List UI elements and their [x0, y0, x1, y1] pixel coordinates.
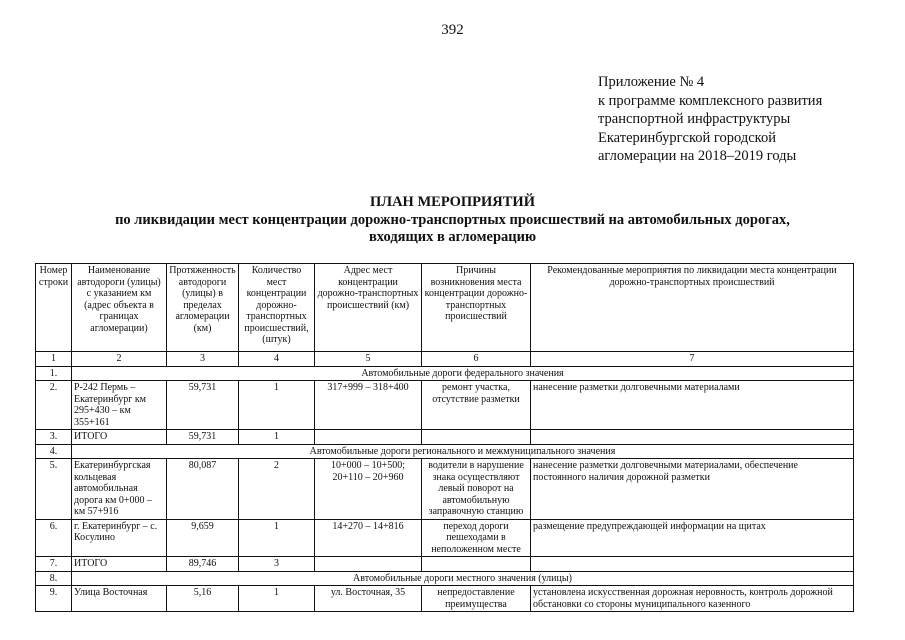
accident-address: 317+999 – 318+400	[315, 381, 422, 430]
plan-subtitle	[40, 212, 865, 246]
appendix-line: к программе комплексного развития	[598, 92, 823, 109]
page-number: 392	[441, 22, 464, 38]
row-number: 1.	[36, 366, 72, 381]
recommended-measures: размещение предупреждающей информации на щитах	[531, 519, 854, 557]
column-number: 6	[422, 352, 531, 367]
column-number: 3	[167, 352, 239, 367]
accident-count: 2	[239, 459, 315, 520]
column-number: 1	[36, 352, 72, 367]
row-number: 4.	[36, 444, 72, 459]
section-row	[36, 571, 854, 586]
accident-cause: водители в нарушение знака осуществляют левый поворот на автомобильную заправочную станцию	[422, 459, 531, 520]
header-count: Количество мест концентрации дорожно-транспортных происшествий, (штук)	[239, 264, 315, 352]
road-name: Екатеринбургская кольцевая автомобильная дорога км 0+000 – км 57+916	[72, 459, 167, 520]
table-row	[36, 381, 854, 430]
total-label: ИТОГО	[72, 430, 167, 445]
total-label: ИТОГО	[72, 557, 167, 572]
empty-cell	[531, 430, 854, 445]
column-number: 7	[531, 352, 854, 367]
table-row	[36, 586, 854, 612]
header-address: Адрес мест концентрации дорожно-транспортных происшествий (км)	[315, 264, 422, 352]
column-number-row	[36, 352, 854, 367]
accident-address: 14+270 – 14+816	[315, 519, 422, 557]
header-row-number: Номер строки	[36, 264, 72, 352]
total-length: 59,731	[167, 430, 239, 445]
accident-count: 1	[239, 586, 315, 612]
total-length: 89,746	[167, 557, 239, 572]
total-count: 1	[239, 430, 315, 445]
header-measures: Рекомендованные мероприятия по ликвидации места концентрации дорожно-транспортных происшествий	[531, 264, 854, 352]
plan-title: ПЛАН МЕРОПРИЯТИЙ	[370, 194, 535, 210]
recommended-measures: нанесение разметки долговечными материалами	[531, 381, 854, 430]
section-label: Автомобильные дороги федерального значения	[72, 366, 854, 381]
section-label: Автомобильные дороги регионального и межмуниципального значения	[72, 444, 854, 459]
accident-address: 10+000 – 10+500; 20+110 – 20+960	[315, 459, 422, 520]
table-header-row	[36, 264, 854, 352]
accident-cause: переход дороги пешеходами в неположенном месте	[422, 519, 531, 557]
accident-cause: ремонт участка, отсутствие разметки	[422, 381, 531, 430]
row-number: 3.	[36, 430, 72, 445]
section-row	[36, 444, 854, 459]
appendix-line: Екатеринбургской городской	[598, 129, 776, 146]
row-number: 6.	[36, 519, 72, 557]
road-name: Р-242 Пермь – Екатеринбург км 295+430 – км 355+161	[72, 381, 167, 430]
row-number: 2.	[36, 381, 72, 430]
table-row	[36, 519, 854, 557]
appendix-line: транспортной инфраструктуры	[598, 111, 791, 127]
empty-cell	[315, 430, 422, 445]
row-number: 5.	[36, 459, 72, 520]
empty-cell	[315, 557, 422, 572]
measures-table	[35, 263, 854, 612]
road-length: 80,087	[167, 459, 239, 520]
row-number: 7.	[36, 557, 72, 572]
column-number: 2	[72, 352, 167, 367]
empty-cell	[422, 557, 531, 572]
road-length: 9,659	[167, 519, 239, 557]
accident-address: ул. Восточная, 35	[315, 586, 422, 612]
appendix-line: Приложение № 4	[598, 74, 705, 90]
empty-cell	[422, 430, 531, 445]
row-number: 8.	[36, 571, 72, 586]
column-number: 5	[315, 352, 422, 367]
empty-cell	[531, 557, 854, 572]
accident-cause: непредоставление преимущества	[422, 586, 531, 612]
subtitle-line: по ликвидации мест концентрации дорожно-транспортных происшествий на автомобильных дорогах,	[115, 212, 790, 228]
header-length: Протяженность автодороги (улицы) в пределах агломерации (км)	[167, 264, 239, 352]
accident-count: 1	[239, 519, 315, 557]
road-name: Улица Восточная	[72, 586, 167, 612]
road-name: г. Екатеринбург – с. Косулино	[72, 519, 167, 557]
total-row	[36, 557, 854, 572]
total-count: 3	[239, 557, 315, 572]
column-number: 4	[239, 352, 315, 367]
appendix-line: агломерации на 2018–2019 годы	[598, 148, 797, 164]
section-label: Автомобильные дороги местного значения (улицы)	[72, 571, 854, 586]
appendix-note	[598, 73, 822, 166]
header-road-name: Наименование автодороги (улицы) с указанием км (адрес объекта в границах агломерации)	[72, 264, 167, 352]
total-row	[36, 430, 854, 445]
road-length: 59,731	[167, 381, 239, 430]
row-number: 9.	[36, 586, 72, 612]
accident-count: 1	[239, 381, 315, 430]
recommended-measures: установлена искусственная дорожная неровность, контроль дорожной обстановки со стороны муниципального казенного	[531, 586, 854, 612]
recommended-measures: нанесение разметки долговечными материалами, обеспечение постоянного наличия дорожной разметки	[531, 459, 854, 520]
section-row	[36, 366, 854, 381]
table-row	[36, 459, 854, 520]
road-length: 5,16	[167, 586, 239, 612]
header-cause: Причины возникновения места концентрации дорожно-транспортных происшествий	[422, 264, 531, 352]
subtitle-line: входящих в агломерацию	[368, 229, 537, 245]
